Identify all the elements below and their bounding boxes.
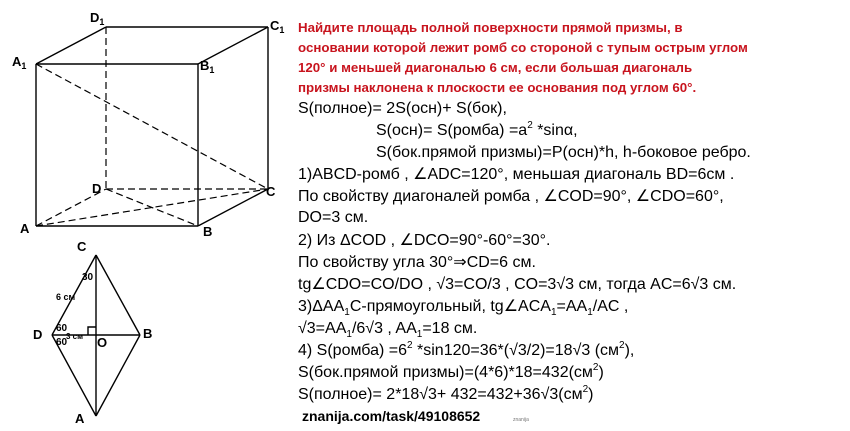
label-C1: $C_1$ [270, 18, 285, 35]
solution-line-6: DO=3 см. [298, 209, 369, 226]
label-A1: $A_1$ [12, 54, 27, 71]
right-angle-mark [88, 327, 96, 335]
label-B: B [203, 224, 213, 239]
edge-A1D1 [36, 27, 106, 64]
source-mark: znanija [513, 417, 529, 423]
solution-line-9: tg∠CDO=CO/DO , √3=CO/3 , CO=3√3 см, тогда AC=6√3 см. [298, 276, 737, 293]
diagonal-BD [106, 189, 198, 226]
label-D1: $D_1$ [90, 10, 105, 27]
angle-label-30: 30 [82, 272, 94, 283]
task-line-4: призмы наклонена к плоскости ее основания под углом 60°. [298, 80, 697, 95]
solution-line-3: S(бок.прямой призмы)=P(осн)*h, h-боковое ребро. [376, 144, 751, 161]
task-line-2: основании которой лежит ромб со стороной с тупым острым углом [298, 40, 748, 55]
solution-line-13: S(бок.прямой $призмы)=(4*6)*18=432(см^2)$ [298, 362, 604, 381]
prism-diagram [12, 10, 284, 239]
label-C: C [266, 184, 276, 199]
solution-line-14: S(полное)= $2*18√3+ 432=432+36√3(см^2)$ [298, 384, 594, 403]
solution-line-5: По свойству диагоналей ромба , ∠COD=90°, ∠CDO=60°, [298, 188, 724, 205]
solution-line-10: $3)\Delta AA_1C$-прямоугольный, $tg\angle ACA_1=AA_1/AC$ , [298, 298, 629, 318]
source-url: znanija.com/task/49108652 [302, 408, 481, 424]
solution-line-11: $√3=AA_1/6√3$ , $AA_1=18$ см. [298, 320, 478, 340]
rhombus-label-D: D [33, 327, 43, 342]
label-D: D [92, 181, 102, 196]
solution-line-8: По свойству угла 30°⇒CD=6 см. [298, 254, 536, 271]
rhombus-side-CB [96, 255, 140, 335]
rhombus-label-C: C [77, 239, 87, 254]
solution-text [298, 100, 751, 403]
side-label-6cm: 6 см [56, 292, 76, 302]
task-line-3: 120° и меньшей диагональю 6 см, если большая диагональ [298, 60, 693, 75]
rhombus-label-A: A [75, 411, 85, 426]
rhombus-label-O: O [97, 335, 108, 350]
angle-label-60-top: 60 [56, 323, 68, 334]
task-statement [298, 20, 748, 95]
half-diagonal-label-3cm: 3 см [66, 332, 84, 341]
label-A: A [20, 221, 30, 236]
solution-line-2: S(осн)= S(ромба) $=a^2$ *sinα, [376, 120, 578, 139]
solution-line-1: S(полное)= 2S(осн)+ S(бок), [298, 100, 507, 117]
solution-line-7: 2) Из ΔCOD , ∠DCO=90°-60°=30°. [298, 232, 551, 249]
label-B1: $B_1$ [200, 58, 215, 75]
task-line-1: Найдите площадь полной поверхности прямой призмы, в [298, 20, 683, 35]
angle-label-60-bottom: 60 [56, 337, 68, 348]
diagonal-A1C [36, 64, 268, 189]
solution-line-12: 4) S(ромба) $=6^2$ *sin120=36*(√3/2)=18√3 $(см^2)$, [298, 340, 635, 359]
rhombus-diagram [33, 239, 152, 426]
rhombus-label-B: B [143, 326, 153, 341]
solution-line-4: 1)ABCD-ромб , ∠ADC=120°, меньшая диагональ BD=6см . [298, 166, 735, 183]
